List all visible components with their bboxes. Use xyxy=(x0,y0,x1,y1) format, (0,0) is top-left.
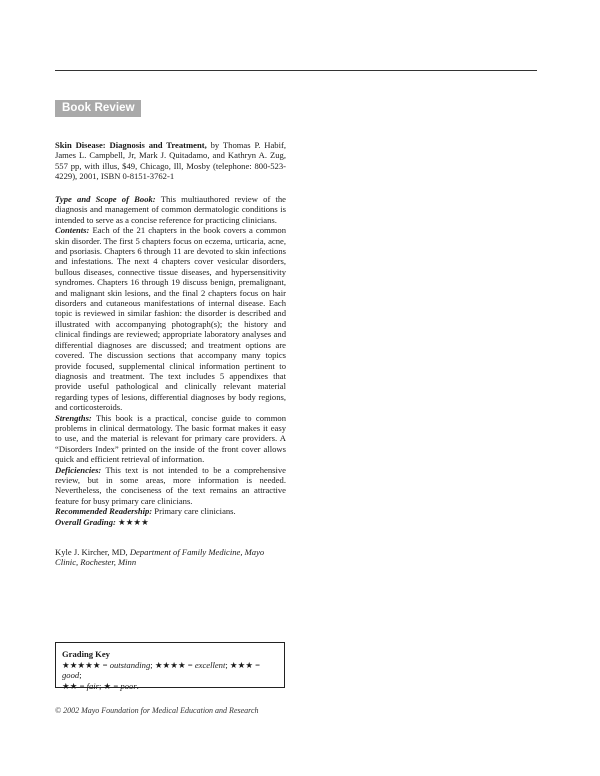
copyright-notice: © 2002 Mayo Foundation for Medical Education and Research xyxy=(55,706,259,715)
readership-label: Recommended Readership: xyxy=(55,506,153,517)
grading-paragraph xyxy=(55,517,286,527)
grading-key-title: Grading Key xyxy=(62,649,110,659)
top-rule xyxy=(55,70,537,71)
deficiencies-paragraph xyxy=(55,465,286,507)
deficiencies-text: This text is not intended to be a comprehensive review, but in some areas, more information is needed. Nevertheless, the conciseness of the text remains an attractive feature for busy primary care clinicians. xyxy=(55,464,286,506)
review-body xyxy=(55,194,286,527)
readership-text: Primary care clinicians. xyxy=(152,506,236,517)
grading-key-box xyxy=(55,642,285,691)
deficiencies-label: Deficiencies: xyxy=(55,464,102,475)
scope-paragraph xyxy=(55,194,286,225)
book-title: Skin Disease: Diagnosis and Treatment, xyxy=(55,140,207,150)
grading-key-line-2: ★★ = fair; ★ = poor. xyxy=(62,680,139,691)
grade-2-stars: ★★ xyxy=(62,680,78,691)
grade-4-word: excellent xyxy=(194,659,226,670)
grade-5-word: outstanding xyxy=(109,659,151,670)
grade-4-stars: ★★★★ xyxy=(154,659,186,670)
grade-3-word: good xyxy=(62,670,80,681)
section-label: Book Review xyxy=(55,100,141,117)
strengths-paragraph xyxy=(55,413,286,465)
scope-label: Type and Scope of Book: xyxy=(55,194,156,204)
strengths-text: This book is a practical, concise guide to common problems in clinical dermatology. The basic format makes it easy to use, and the material is relevant for primary care providers. A “Disorders Index” printed on the inside of the front cover allows quick and efficient retrieval of information. xyxy=(55,412,286,465)
reviewer-name: Kyle J. Kircher, MD, xyxy=(55,547,130,557)
book-details: by Thomas P. Habif, James L. Campbell, Jr, Mark J. Quitadamo, and Kathryn A. Zug, 557 pp, with illus, $49, Chicago, Ill, Mosby (telephone: 800-523-4229), 2001, ISBN 0-8151-3762-1 xyxy=(55,140,286,182)
contents-label: Contents: xyxy=(55,225,90,236)
grading-stars: ★★★★ xyxy=(115,516,149,527)
grading-label: Overall Grading: xyxy=(55,516,116,527)
grade-5-stars: ★★★★★ xyxy=(62,659,101,670)
book-citation xyxy=(55,140,286,182)
scope-text: This multiauthored review of the diagnosis and management of common dermatologic conditions is intended to serve as a concise reference for practicing clinicians. xyxy=(55,194,286,225)
grading-key-line-1: ★★★★★ = outstanding; ★★★★ = excellent; ★★★ = good; xyxy=(62,659,261,681)
reviewer-byline xyxy=(55,547,286,568)
grade-3-stars: ★★★ xyxy=(229,659,254,670)
contents-paragraph xyxy=(55,225,286,412)
contents-text: Each of the 21 chapters in the book covers a common skin disorder. The first 5 chapters focus on eczema, urticaria, acne, and psoriasis. Chapters 6 through 11 are devoted to skin infections and infestations. The next 4 chapters cover vesicular disorders, bullous diseases, connective tissue diseases, and hypersensitivity syndromes. Chapters 16 through 19 discuss benign, premalignant, and malignant skin lesions, and the final 2 chapters focus on hair disorders and cutaneous manifestations of internal disease. Each topic is reviewed in similar fashion: the disorder is described and illustrated with accompanying photograph(s); the history and clinical findings are reviewed; appropriate laboratory analyses and differential diagnoses are discussed; and treatment options are covered. The discussion sections that accompany many topics provide focused, supplemental clinical information pertinent to diagnosis and treatment. The text includes 5 appendixes that provide useful pathological and clinically relevant material regarding types of lesions, differential diagnoses by body regions, and corticosteroids. xyxy=(55,225,286,413)
grade-1-stars: ★ xyxy=(103,680,112,691)
readership-paragraph xyxy=(55,506,286,516)
reviewer-affiliation: Department of Family Medicine, Mayo Clinic, Rochester, Minn xyxy=(55,547,265,568)
grade-1-word: poor xyxy=(120,680,137,691)
strengths-label: Strengths: xyxy=(55,412,92,423)
grade-2-word: fair xyxy=(86,680,99,691)
